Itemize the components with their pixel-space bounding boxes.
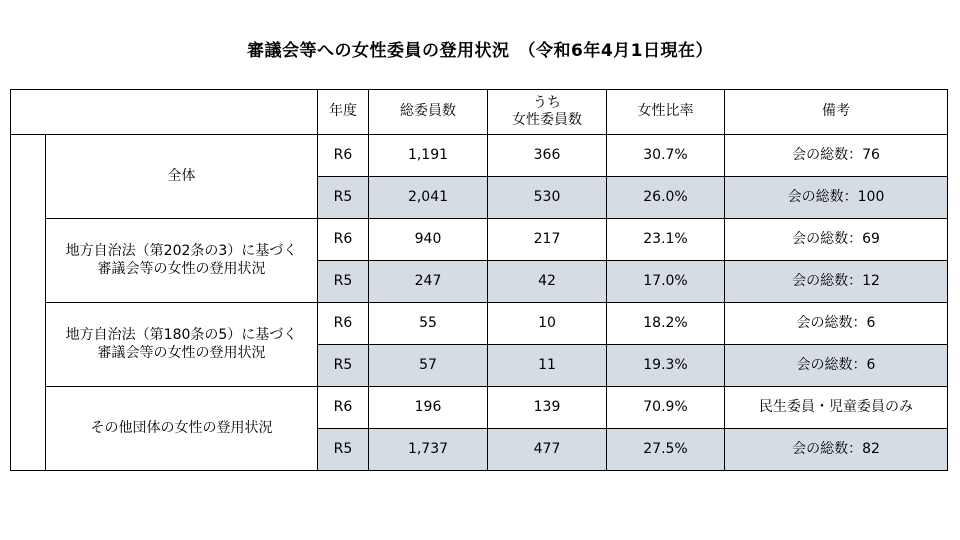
cell-ratio: 17.0% [607, 261, 725, 303]
group-label-overall [46, 135, 318, 219]
table-row [11, 387, 948, 429]
cell-ratio: 26.0% [607, 177, 725, 219]
group-label-line1: 地方自治法（第180条の5）に基づく [65, 327, 298, 343]
cell-total: 196 [369, 387, 488, 429]
cell-women: 217 [488, 219, 607, 261]
cell-women: 10 [488, 303, 607, 345]
group-label-line2: 審議会等の女性の登用状況 [97, 344, 266, 361]
cell-women: 139 [488, 387, 607, 429]
cell-women: 11 [488, 345, 607, 387]
header-women [488, 90, 607, 135]
cell-notes: 会の総数：6 [725, 303, 948, 345]
table-row [11, 303, 948, 345]
cell-year: R6 [318, 219, 369, 261]
table-row [11, 135, 948, 177]
cell-women: 477 [488, 429, 607, 471]
cell-ratio: 70.9% [607, 387, 725, 429]
cell-year: R6 [318, 135, 369, 177]
left-gutter-cell [11, 135, 46, 471]
header-year: 年度 [318, 90, 369, 135]
cell-year: R5 [318, 429, 369, 471]
group-label-line1: 地方自治法（第202条の3）に基づく [65, 243, 298, 259]
header-corner-cell [11, 90, 318, 135]
cell-women: 42 [488, 261, 607, 303]
page-title: 審議会等への女性委員の登用状況 （令和6年4月1日現在） [247, 41, 713, 61]
group-label-line2: 審議会等の女性の登用状況 [97, 260, 266, 277]
cell-notes: 会の総数：82 [725, 429, 948, 471]
header-row [11, 90, 948, 135]
header-notes: 備考 [725, 90, 948, 135]
header-ratio: 女性比率 [607, 90, 725, 135]
cell-ratio: 27.5% [607, 429, 725, 471]
header-total: 総委員数 [369, 90, 488, 135]
cell-total: 55 [369, 303, 488, 345]
group-label-line1: 全体 [167, 167, 196, 184]
cell-women: 366 [488, 135, 607, 177]
group-label-art202 [46, 219, 318, 303]
cell-ratio: 23.1% [607, 219, 725, 261]
group-label-art180 [46, 303, 318, 387]
cell-notes: 会の総数：76 [725, 135, 948, 177]
cell-ratio: 18.2% [607, 303, 725, 345]
registration-table [10, 89, 948, 471]
header-women-line2: 女性委員数 [512, 112, 582, 128]
cell-notes: 会の総数：100 [725, 177, 948, 219]
cell-ratio: 30.7% [607, 135, 725, 177]
cell-year: R5 [318, 345, 369, 387]
cell-year: R5 [318, 177, 369, 219]
cell-total: 57 [369, 345, 488, 387]
group-label-line1: その他団体の女性の登用状況 [90, 419, 273, 436]
cell-total: 1,737 [369, 429, 488, 471]
table-row [11, 219, 948, 261]
cell-year: R6 [318, 387, 369, 429]
cell-year: R6 [318, 303, 369, 345]
cell-notes: 会の総数：6 [725, 345, 948, 387]
header-women-line1: うち [533, 94, 561, 111]
cell-total: 2,041 [369, 177, 488, 219]
cell-total: 1,191 [369, 135, 488, 177]
cell-total: 940 [369, 219, 488, 261]
cell-notes: 会の総数：12 [725, 261, 948, 303]
cell-notes: 会の総数：69 [725, 219, 948, 261]
cell-ratio: 19.3% [607, 345, 725, 387]
group-label-other [46, 387, 318, 471]
cell-women: 530 [488, 177, 607, 219]
cell-notes: 民生委員・児童委員のみ [725, 387, 948, 429]
cell-total: 247 [369, 261, 488, 303]
cell-year: R5 [318, 261, 369, 303]
